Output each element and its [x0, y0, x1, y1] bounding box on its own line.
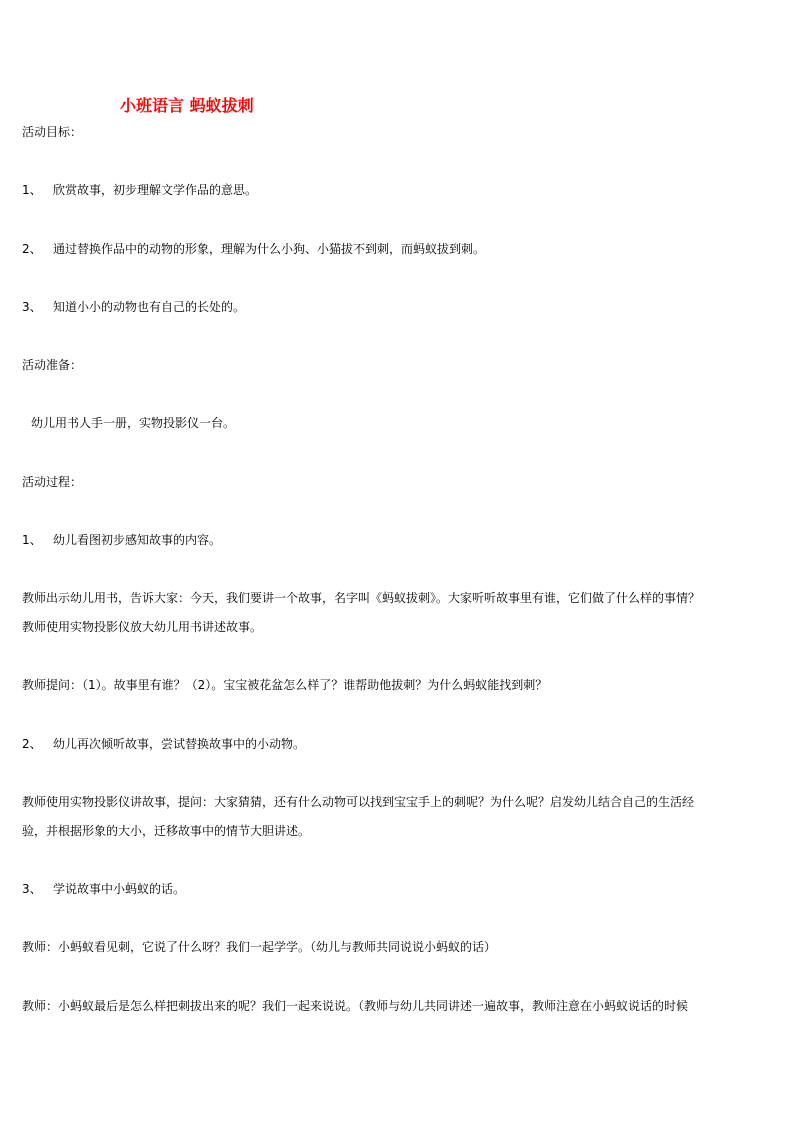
- document-title: 小班语言 蚂蚁拔刺: [120, 96, 254, 115]
- goal-text: 知道小小的动物也有自己的长处的。: [53, 300, 246, 314]
- step-3-heading: [22, 881, 185, 897]
- goal-number: 2、: [22, 242, 42, 256]
- step-1-paragraph-line-1: 教师出示幼儿用书，告诉大家：今天，我们要讲一个故事，名字叫《蚂蚁拔刺》。大家听听故事里有谁，它们做了什么样的事情？: [22, 591, 701, 605]
- goal-text: 欣赏故事，初步理解文学作品的意思。: [53, 183, 258, 197]
- step-1-heading: [22, 532, 221, 548]
- goal-item-1: [22, 182, 257, 198]
- step-2-paragraph-line-2: 验，并根据形象的大小，迁移故事中的情节大胆讲述。: [22, 824, 311, 838]
- step-1-question: 教师提问：（1）。故事里有谁？（2）。宝宝被花盆怎么样了？谁帮助他拔刺？为什么蚂蚁能找到刺？: [22, 678, 548, 692]
- prep-heading: 活动准备：: [22, 358, 83, 372]
- step-3-paragraph-2: 教师：小蚂蚁最后是怎么样把刺拔出来的呢？我们一起来说说。（教师与幼儿共同讲述一遍故事，教师注意在小蚂蚁说话的时候: [22, 999, 689, 1013]
- goal-number: 3、: [22, 300, 42, 314]
- goal-item-3: [22, 299, 245, 315]
- goal-text: 通过替换作品中的动物的形象，理解为什么小狗、小猫拔不到刺，而蚂蚁拔到刺。: [53, 242, 486, 256]
- process-heading: 活动过程：: [22, 475, 83, 489]
- goal-item-2: [22, 241, 485, 257]
- step-number: 3、: [22, 882, 42, 896]
- step-2-heading: [22, 736, 305, 752]
- step-1-paragraph-line-2: 教师使用实物投影仪放大幼儿用书讲述故事。: [22, 620, 263, 634]
- step-text: 幼儿再次倾听故事，尝试替换故事中的小动物。: [53, 737, 306, 751]
- goals-heading: 活动目标：: [22, 125, 83, 139]
- goal-number: 1、: [22, 183, 42, 197]
- step-text: 学说故事中小蚂蚁的话。: [53, 882, 186, 896]
- prep-text: 幼儿用书人手一册，实物投影仪一台。: [31, 416, 236, 430]
- step-2-paragraph-line-1: 教师使用实物投影仪讲故事，提问：大家猜猜，还有什么动物可以找到宝宝手上的刺呢？为什么呢？启发幼儿结合自己的生活经: [22, 795, 695, 809]
- step-3-paragraph-1: 教师：小蚂蚁看见刺，它说了什么呀？我们一起学学。（幼儿与教师共同说说小蚂蚁的话）: [22, 940, 497, 954]
- step-text: 幼儿看图初步感知故事的内容。: [53, 533, 222, 547]
- step-number: 1、: [22, 533, 42, 547]
- step-number: 2、: [22, 737, 42, 751]
